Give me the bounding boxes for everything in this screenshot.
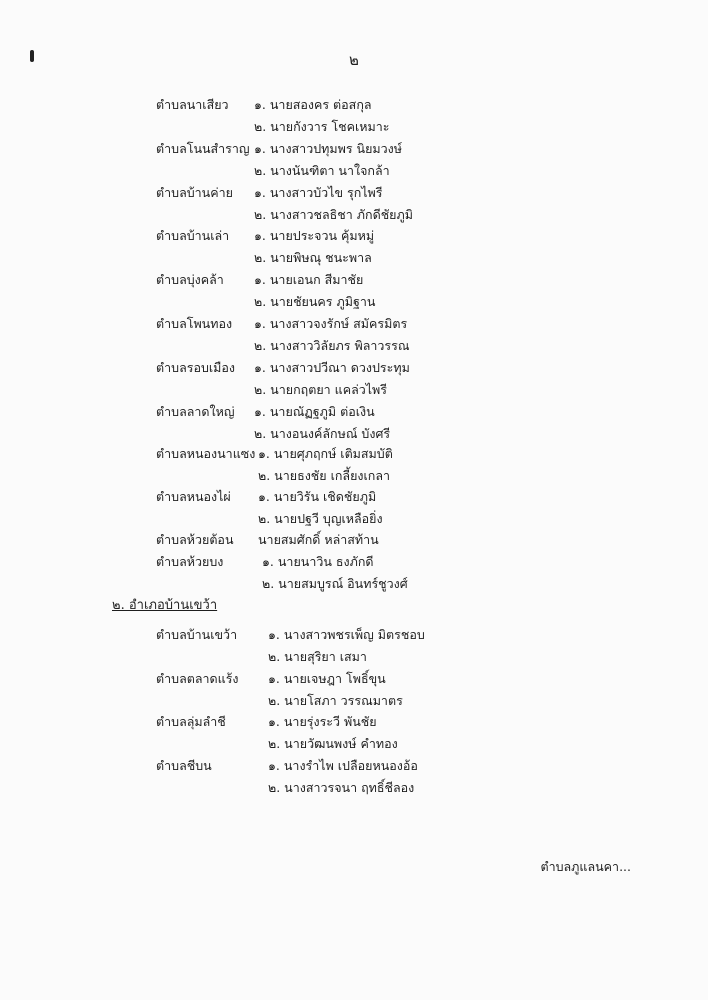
continuation-footer: ตำบลภูแลนคา... [540, 859, 631, 874]
subdistrict-name: ตำบลตลาดแร้ง [156, 671, 239, 686]
district-heading: ๒. อำเภอบ้านเขว้า [112, 598, 218, 613]
subdistrict-name: ตำบลบ้านเขว้า [156, 627, 238, 642]
subdistrict-name: ตำบลลาดใหญ่ [156, 404, 235, 419]
member-name: ๑. นายศุภฤกษ์ เติมสมบัติ [258, 446, 393, 461]
subdistrict-name: ตำบลรอบเมือง [156, 360, 236, 375]
member-name: ๒. นายสุริยา เสมา [268, 649, 367, 664]
member-name: ๒. นายกังวาร โชคเหมาะ [254, 119, 390, 134]
member-name: ๑. นางสาวบัวไข รุกไพรี [254, 185, 383, 200]
member-name: ๑. นางสาวปทุมพร นิยมวงษ์ [254, 141, 403, 156]
member-name: นายสมศักดิ์ หล่าสท้าน [258, 532, 379, 547]
subdistrict-name: ตำบลหนองนาแซง [156, 446, 256, 461]
member-name: ๒. นางนันฑิตา นาใจกล้า [254, 163, 390, 178]
member-name: ๑. นายวิรัน เชิดชัยภูมิ [258, 489, 377, 504]
member-name: ๑. นายสองคร ต่อสกุล [254, 97, 372, 112]
member-name: ๑. นายเอนก สีมาชัย [254, 272, 364, 287]
subdistrict-name: ตำบลโพนทอง [156, 316, 233, 331]
member-name: ๒. นางอนงค์ลักษณ์ บังศรี [254, 426, 391, 441]
subdistrict-name: ตำบลห้วยต้อน [156, 532, 234, 547]
member-name: ๒. นายพิษณุ ชนะพาล [254, 250, 372, 265]
member-name: ๑. นางสาวจงรักษ์ สมัครมิตร [254, 316, 408, 331]
member-name: ๒. นายสมบูรณ์ อินทร์ชูวงศ์ [262, 576, 408, 591]
subdistrict-name: ตำบลห้วยบง [156, 554, 224, 569]
subdistrict-name: ตำบลนาเสียว [156, 97, 229, 112]
member-name: ๒. นายวัฒนพงษ์ คำทอง [268, 736, 398, 751]
subdistrict-name: ตำบลโนนสำราญ [156, 141, 250, 156]
subdistrict-name: ตำบลชีบน [156, 758, 212, 773]
subdistrict-name: ตำบลบุ่งคล้า [156, 272, 224, 287]
member-name: ๒. นายธงชัย เกลี้ยงเกลา [258, 468, 391, 483]
member-name: ๒. นางสาวรจนา ฤทธิ์ชีลอง [268, 780, 415, 795]
member-name: ๒. นางสาวชลธิชา ภักดีชัยภูมิ [254, 207, 413, 222]
subdistrict-name: ตำบลบ้านเล่า [156, 228, 230, 243]
member-name: ๑. นายรุ่งระวี พันชัย [268, 714, 377, 729]
member-name: ๒. นายชัยนคร ภูมิฐาน [254, 294, 376, 309]
member-name: ๑. นายณัฏฐภูมิ ต่อเงิน [254, 404, 375, 419]
member-name: ๒. นางสาววิลัยภร พิลาวรรณ [254, 338, 410, 353]
subdistrict-name: ตำบลหนองไผ่ [156, 489, 231, 504]
member-name: ๑. นางสาวพชรเพ็ญ มิตรชอบ [268, 627, 425, 642]
subdistrict-name: ตำบลบ้านค่าย [156, 185, 233, 200]
member-name: ๑. นายเจษฎา โพธิ์ขุน [268, 671, 386, 686]
page-number: ๒ [349, 51, 359, 69]
member-name: ๒. นายกฤตยา แคล่วไพรี [254, 382, 387, 397]
member-name: ๑. นางรำไพ เปลือยหนองอ้อ [268, 758, 418, 773]
member-name: ๑. นางสาวปวีณา ดวงประทุม [254, 360, 410, 375]
member-name: ๒. นายโสภา วรรณมาตร [268, 693, 403, 708]
member-name: ๑. นายประจวน คุ้มหมู่ [254, 228, 375, 243]
member-name: ๒. นายปฐวี บุญเหลือยิ่ง [258, 511, 383, 526]
subdistrict-name: ตำบลลุ่มลำชี [156, 714, 226, 729]
member-name: ๑. นายนาวิน ธงภักดี [262, 554, 374, 569]
